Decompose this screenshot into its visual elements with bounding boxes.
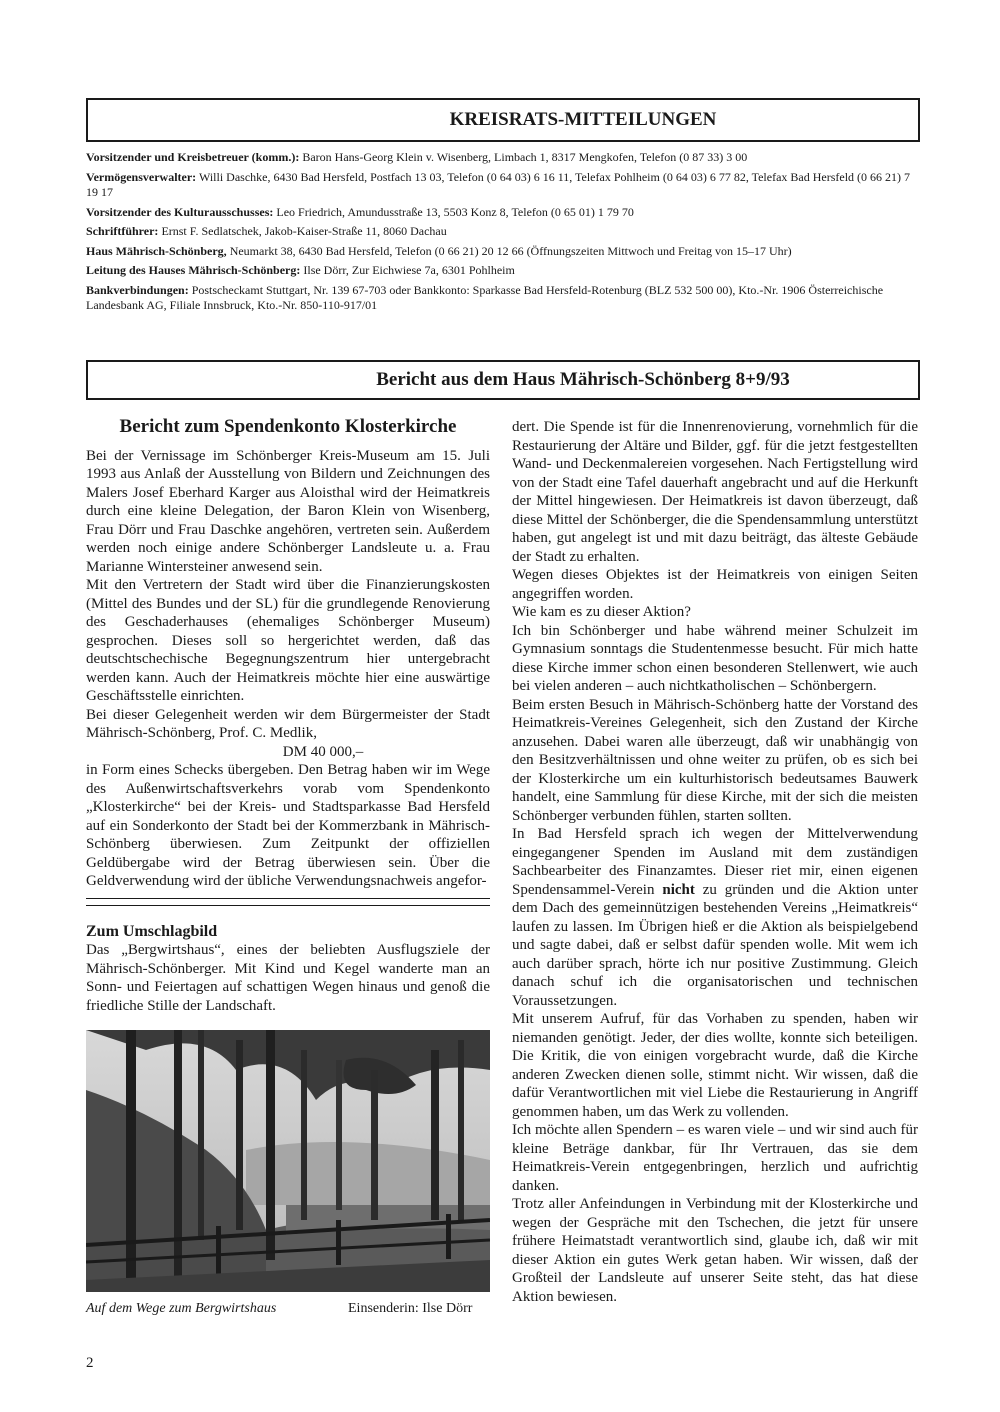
cover-heading: Zum Umschlagbild bbox=[86, 923, 218, 940]
contact-entry: Vorsitzender des Kulturausschusses: Leo Friedrich, Amundusstraße 13, 5503 Konz 8, Telefon (0 65 01) 1 79 70 bbox=[86, 204, 634, 219]
article-paragraph: Ich bin Schönberger und habe während meiner Schulzeit im Gymnasium sonntags die Studentenmesse besucht. Für mich hatte diese Kirche immer schon einen besonderen Stellenwert, wie auch bei vielen anderen – auch nichtkatholischen – Schönbergern. bbox=[512, 622, 918, 694]
article-paragraph: Mit den Vertretern der Stadt wird über die Finanzierungskosten (Mittel des Bundes und der SL) für die grundlegende Renovierung des Geschaderhauses (ehemaliges Schönberger Museum) gesprochen. Dieses soll so hergerichtet werden, daß das deutschtschechische Begegnungszentrum hier untergebracht werden kann. Auch der Heimatkreis möchte hier eine auswärtige Geschäftsstelle einrichten. bbox=[86, 577, 490, 704]
contact-entry: Vermögensverwalter: Willi Daschke, 6430 Bad Hersfeld, Postfach 13 03, Telefon (0 64 03) 6 16 11, Telefax Pohlheim (0 64 03) 6 77 82, Telefax Bad Hersfeld (0 66 21) 7 19 17 bbox=[86, 169, 911, 199]
cover-photo bbox=[86, 1030, 490, 1292]
forest-path-photo bbox=[86, 1030, 490, 1292]
photo-credit: Einsenderin: Ilse Dörr bbox=[348, 1301, 473, 1316]
contact-entry: Schriftführer: Ernst F. Sedlatschek, Jakob-Kaiser-Straße 11, 8060 Dachau bbox=[86, 224, 447, 238]
contact-entry: Leitung des Hauses Mährisch-Schönberg: Ilse Dörr, Zur Eichwiese 7a, 6301 Pohlheim bbox=[86, 263, 515, 277]
section-divider bbox=[86, 898, 490, 906]
article-paragraph: Mit unserem Aufruf, für das Vorhaben zu spenden, haben wir niemanden genötigt. Jeder, der dies wollte, konnte sich beteiligen. Die Kritik, die von einigen vorgebracht wurde, daß die Kirche anderen Zwecken dienen solle, stimmt nicht. Wir wissen, daß die dafür Verantwortlichen mit viel Liebe die Restaurierung in Angriff genommen haben, um das Werk zu vollenden. bbox=[512, 1011, 918, 1120]
photo-caption: Auf dem Wege zum Bergwirtshaus bbox=[86, 1301, 277, 1316]
article-paragraph: Wegen dieses Objektes ist der Heimatkreis von einigen Seiten angegriffen worden. bbox=[512, 567, 918, 602]
article-paragraph: Trotz aller Anfeindungen in Verbindung mit der Klosterkirche und wegen der Gespräche mit den Tschechen, die jetzt für unsere frühere Heimatstadt verantwortlich sind, glaube ich, daß wir mit dieser Aktion ein gutes Werk getan haben. Wir wissen, daß der Großteil der Landsleute auf unserer Seite steht, das hat diese Aktion bewiesen. bbox=[512, 1196, 918, 1305]
article-heading: Bericht zum Spendenkonto Klosterkirche bbox=[119, 416, 457, 437]
article-paragraph: Bei dieser Gelegenheit werden wir dem Bürgermeister der Stadt Mährisch-Schönberg, Prof. C. Medlik, bbox=[86, 706, 490, 741]
article-right-column bbox=[512, 418, 918, 1306]
section-title-box bbox=[86, 360, 920, 400]
section-title: Bericht aus dem Haus Mährisch-Schönberg 8+9/93 bbox=[376, 369, 790, 390]
article-paragraph: Bei der Vernissage im Schönberger Kreis-Museum am 15. Juli 1993 aus Anlaß der Ausstellung von Bildern und Zeichnungen des Malers Josef Eberhard Karger aus Aloisthal wird der Heimatkreis durch eine kleine Delegation, der Baron Klein von Wisenberg, Frau Dörr und Frau Daschke angehören, vertreten sein. Außerdem werden noch einige andere Schönberger Landsleute u. a. Frau Marianne Wintersteiner anwesend sein. bbox=[86, 447, 490, 575]
article-paragraph: In Bad Hersfeld sprach ich wegen der Mittelverwendung eingegangener Spenden im Ausland mit dem zuständigen Sachbearbeiter des Finanzamtes. Dieser riet mir, einen eigenen Spendensammel-Verein nicht zu gründen und die Aktion unter dem Dach des gemeinnützigen bestehenden Vereins „Heimatkreis“ laufen zu lassen. Im Übrigen hieß er die Aktion als beispielgebend und sagte dabei, daß er selbst dafür spenden wolle. Mit wem ich auch darüber sprach, hörte ich nur positive Zustimmung. Gleich danach schuf ich die organisatorischen und technischen Voraussetzungen. bbox=[512, 826, 919, 1009]
contact-list bbox=[86, 150, 920, 318]
contact-entry: Haus Mährisch-Schönberg, Neumarkt 38, 6430 Bad Hersfeld, Telefon (0 66 21) 20 12 66 (Öffnungszeiten Mittwoch und Freitag von 15–17 Uhr) bbox=[86, 243, 792, 258]
article-paragraph: Wie kam es zu dieser Aktion? bbox=[512, 604, 691, 620]
contact-entry: Bankverbindungen: Postscheckamt Stuttgart, Nr. 139 67-703 oder Bankkonto: Sparkasse Bad Hersfeld-Rotenburg (BLZ 532 500 00), Kto.-Nr. 1906 Österreichische Landesbank AG, Filiale Innsbruck, Kto.-Nr. 850-110-917/01 bbox=[86, 282, 884, 312]
page-number: 2 bbox=[86, 1355, 94, 1371]
article-paragraph: Beim ersten Besuch in Mährisch-Schönberg hatte der Vorstand des Heimatkreis-Vereines Gelegenheit, sich den Zustand der Kirche anzusehen. Dabei waren alle überzeugt, daß wir unabhängig von den Besitzverhältnissen und ohne weiter zu prüfen, ob es sich bei der Klosterkirche um ein kulturhistorisch bedeutsames Bauwerk handelt, eine Sammlung für diese Kirche, mit der sich die meisten Schönberger verbunden fühlen, starten sollten. bbox=[512, 696, 918, 824]
article-paragraph: in Form eines Schecks übergeben. Den Betrag haben wir im Wege des Außenwirtschaftsverkehrs vorab vom Spendenkonto „Klosterkirche“ bei der Kreis- und Stadtsparkasse Bad Hersfeld auf ein Sonderkonto der Stadt bei der Kommerzbank in Mährisch-Schönberg überwiesen. Zum Zeitpunkt der offiziellen Geldübergabe wird der Betrag überwiesen sein. Über die Geldverwendung wird der übliche Verwendungsnachweis angefor- bbox=[86, 762, 490, 889]
article-paragraph: Ich möchte allen Spendern – es waren viele – und wir sind auch für kleine Beträge dankbar, für Ihr Vertrauen, das sie dem Heimatkreis-Verein entgegenbringen, herzlich und aufrichtig danken. bbox=[512, 1122, 918, 1194]
header-title: KREISRATS-MITTEILUNGEN bbox=[449, 109, 717, 130]
article-paragraph: dert. Die Spende ist für die Innenrenovierung, vornehmlich für die Restaurierung der Altäre und Bilder, ggf. für die jetzt festgestellten Wand- und Deckenmalereien vorgesehen. Nach Fertigstellung wird von der Stadt eine Tafel dauerhaft angebracht und auf die Herkunft der Mittel hingewiesen. Der Heimatkreis ist davon überzeugt, daß diese Mittel der Schönberger, die die Spendensammlung unterstützt haben, gut angelegt ist und mit dazu beiträgt, das älteste Gebäude der Stadt zu erhalten. bbox=[512, 419, 918, 565]
article-left-column bbox=[86, 418, 490, 891]
header-title-box bbox=[86, 98, 920, 142]
cover-text: Das „Bergwirtshaus“, eines der beliebten Ausflugsziele der Mährisch-Schönberger. Mit Kind und Kegel wanderte man an Sonn- und Feiertagen auf schattigen Wegen hinaus und genoß die friedliche Stille der Landschaft. bbox=[86, 942, 490, 1014]
contact-entry: Vorsitzender und Kreisbetreuer (komm.): Baron Hans-Georg Klein v. Wisenberg, Limbach 1, 8317 Mengkofen, Telefon (0 87 33) 3 00 bbox=[86, 150, 748, 164]
donation-amount: DM 40 000,– bbox=[282, 743, 364, 760]
